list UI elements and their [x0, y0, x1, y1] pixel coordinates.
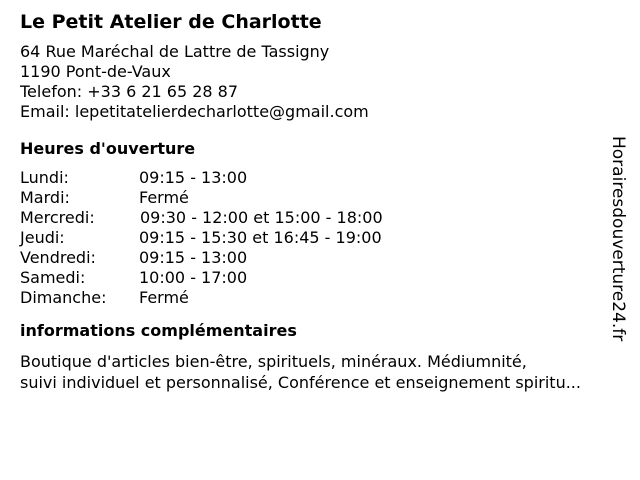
contact-block: [20, 42, 620, 122]
hours-row-wednesday: [20, 208, 620, 228]
info-description: [20, 351, 620, 393]
hours-table: [20, 168, 620, 308]
day-label: Mercredi:: [20, 208, 95, 227]
hours-row-tuesday: [20, 188, 620, 208]
watermark-text: Horairesdouverture24.fr: [608, 136, 628, 342]
info-heading: informations complémentaires: [20, 321, 297, 340]
day-label: Jeudi:: [20, 228, 65, 247]
hours-row-saturday: [20, 268, 620, 288]
email-line: Email: lepetitatelierdecharlotte@gmail.com: [20, 102, 369, 121]
day-label: Dimanche:: [20, 288, 107, 307]
hours-heading: Heures d'ouverture: [20, 139, 196, 158]
address-street: 64 Rue Maréchal de Lattre de Tassigny: [20, 42, 330, 61]
info-line: suivi individuel et personnalisé, Conférence et enseignement spiritu...: [20, 373, 581, 392]
info-line: Boutique d'articles bien-être, spirituels, minéraux. Médiumnité,: [20, 352, 527, 371]
day-hours: 09:15 - 13:00: [139, 168, 248, 187]
hours-row-thursday: [20, 228, 620, 248]
hours-row-friday: [20, 248, 620, 268]
site-watermark: [602, 136, 634, 346]
hours-row-monday: [20, 168, 620, 188]
address-city: 1190 Pont-de-Vaux: [20, 62, 171, 81]
business-name: Le Petit Atelier de Charlotte: [20, 11, 322, 33]
day-label: Vendredi:: [20, 248, 96, 267]
day-label: Samedi:: [20, 268, 86, 287]
day-label: Lundi:: [20, 168, 69, 187]
day-hours: Fermé: [139, 188, 189, 207]
day-hours: Fermé: [139, 288, 189, 307]
day-hours: 09:30 - 12:00 et 15:00 - 18:00: [140, 208, 383, 227]
day-label: Mardi:: [20, 188, 70, 207]
day-hours: 10:00 - 17:00: [139, 268, 248, 287]
day-hours: 09:15 - 13:00: [139, 248, 248, 267]
hours-row-sunday: [20, 288, 620, 308]
day-hours: 09:15 - 15:30 et 16:45 - 19:00: [139, 228, 382, 247]
business-card: [20, 10, 620, 393]
phone-line: Telefon: +33 6 21 65 28 87: [20, 82, 239, 101]
